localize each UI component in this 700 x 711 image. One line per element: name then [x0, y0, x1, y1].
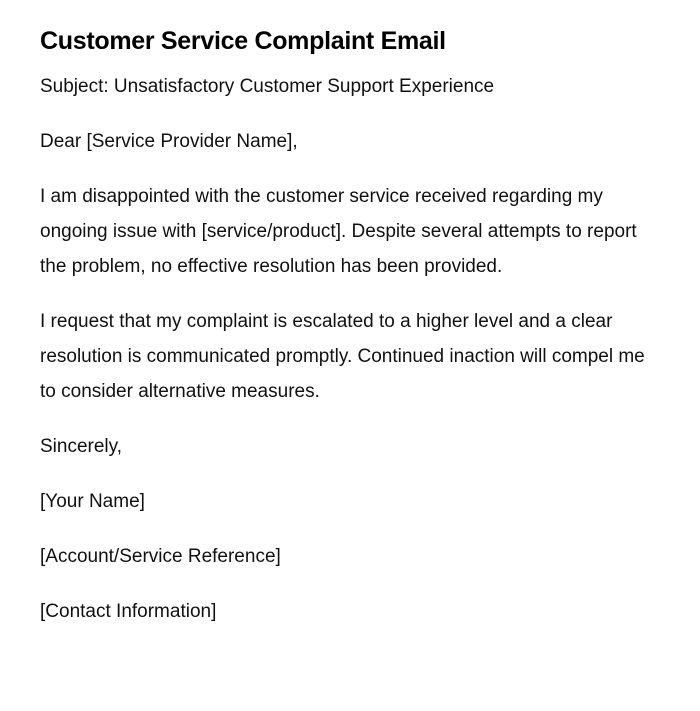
email-subject: Subject: Unsatisfactory Customer Support Experience	[40, 76, 495, 97]
closing: Sincerely,	[40, 436, 123, 457]
signature-contact: [Contact Information]	[40, 601, 217, 622]
signature-name: [Your Name]	[40, 491, 145, 512]
body-paragraph-2: I request that my complaint is escalated to a higher level and a clear resolution is communicated promptly. Continued inaction will compel me to consider alternative measures.	[40, 311, 645, 402]
email-greeting: Dear [Service Provider Name],	[40, 131, 298, 152]
body-paragraph-1: I am disappointed with the customer service received regarding my ongoing issue with [service/product]. Despite several attempts to report the problem, no effective resolution has been provided.	[40, 186, 637, 277]
document-title: Customer Service Complaint Email	[40, 27, 446, 55]
signature-reference: [Account/Service Reference]	[40, 546, 281, 567]
email-document	[40, 24, 660, 629]
